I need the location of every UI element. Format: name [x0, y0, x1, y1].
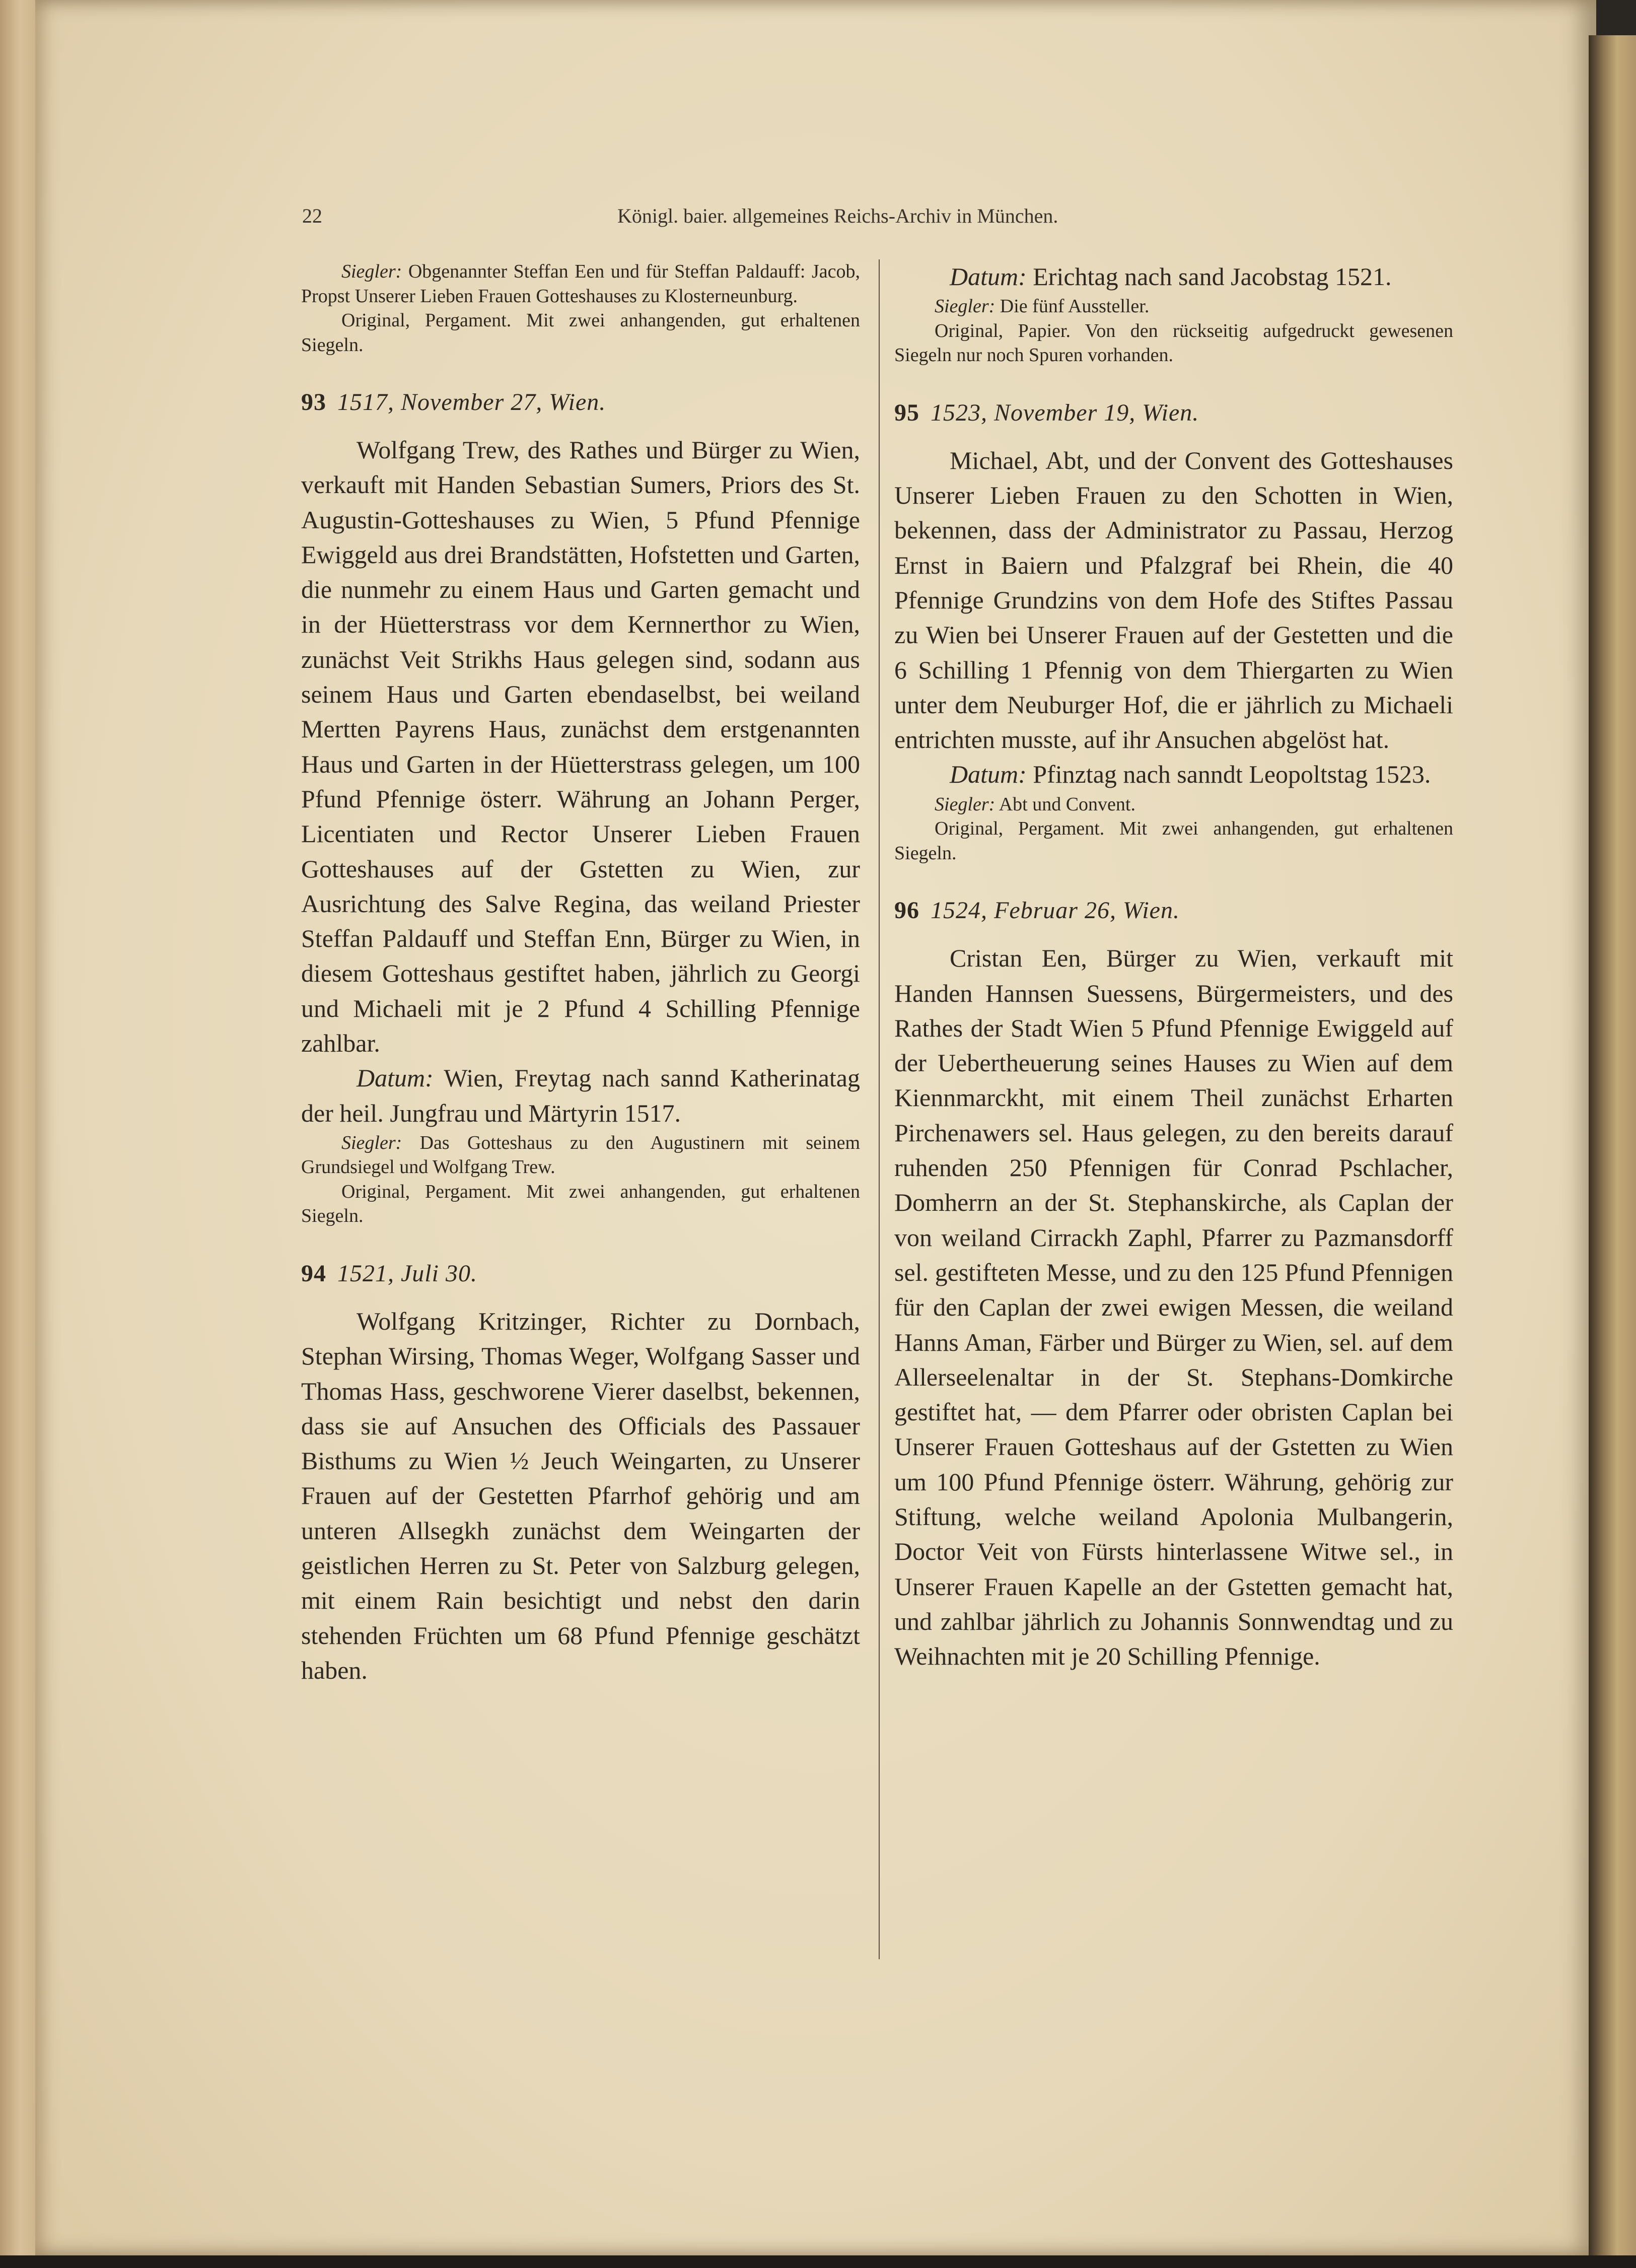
entry-93-datum: Datum: Wien, Freytag nach sannd Katherinatag der heil. Jungfrau und Märtyrin 1517. [301, 1064, 860, 1127]
entry-94-siegler: Siegler: Die fünf Aussteller. [935, 296, 1150, 317]
entry-93-heading [301, 387, 860, 418]
entry-94-datum: Datum: Erichtag nach sand Jacobstag 1521. [950, 262, 1392, 291]
right-column [894, 259, 1453, 1674]
prev-original: Original, Pergament. Mit zwei anhangenden, gut erhaltenen Siegeln. [301, 310, 860, 356]
entry-94-body: Wolfgang Kritzinger, Richter zu Dornbach, Stephan Wirsing, Thomas Weger, Wolfgang Sasser und Thomas Hass, geschworene Vierer daselbst, bekennen, dass sie auf Ansuchen des Officials des Passauer Bisthums zu Wien ½ Jeuch Weingarten, zu Unserer Frauen auf der Gestetten Pfarrhof gehörig und am unteren Allsegkh zunächst dem Weingarten der geistlichen Herren zu St. Peter von Salzburg gelegen, mit einem Rain besichtigt und nebst den darin stehenden Früchten um 68 Pfund Pfennige geschätzt haben. [301, 1307, 860, 1684]
entry-number: 96 [894, 897, 919, 924]
entry-93-original: Original, Pergament. Mit zwei anhangenden, gut erhaltenen Siegeln. [301, 1181, 860, 1227]
entry-date: 1524, Februar 26, Wien. [931, 897, 1180, 924]
entry-number: 94 [301, 1260, 326, 1287]
entry-number: 95 [894, 399, 919, 426]
entry-93-body: Wolfgang Trew, des Rathes und Bürger zu Wien, verkauft mit Handen Sebastian Sumers, Priors des St. Augustin-Gotteshauses zu Wien, 5 Pfund Pfennige Ewiggeld aus drei Brandstätten, Hofstetten und Garten, die nunmehr zu einem Haus und Garten gemacht und in der Hüetterstrass vor dem Kernnerthor zu Wien, zunächst Veit Strikhs Haus gelegen sind, sodann aus seinem Haus und Garten ebendaselbst, bei weiland Mertten Payrens Haus, zunächst dem erstgenannten Haus und Garten in der Hüetterstrass gelegen, um 100 Pfund Pfennige österr. Währung an Johann Perger, Licentiaten und Rector Unserer Lieben Frauen Gotteshauses auf der Gstetten zu Wien, zur Ausrichtung des Salve Regina, das weiland Priester Steffan Paldauff und Steffan Enn, Bürger zu Wien, in diesem Gotteshaus gestiftet haben, jährlich zu Georgi und Michaeli mit je 2 Pfund 4 Schilling Pfennige zahlbar. [301, 436, 860, 1058]
entry-95-datum: Datum: Pfinztag nach sanndt Leopoltstag 1523. [950, 760, 1431, 789]
entry-95-siegler: Siegler: Abt und Convent. [935, 793, 1135, 815]
entry-94-heading [301, 1259, 860, 1289]
entry-95-heading [894, 398, 1453, 428]
entry-96-heading [894, 896, 1453, 926]
entry-93-siegler: Siegler: Das Gotteshaus zu den Augustinern mit seinem Grundsiegel und Wolfgang Trew. [301, 1132, 860, 1178]
page-number: 22 [302, 204, 322, 227]
scan-border-bottom [0, 2255, 1636, 2268]
page-header [302, 204, 1460, 234]
entry-date: 1521, Juli 30. [337, 1260, 477, 1287]
column-divider [879, 259, 880, 1959]
entry-95-body: Michael, Abt, und der Convent des Gotteshauses Unserer Lieben Frauen zu den Schotten in Wien, bekennen, dass der Administrator zu Passau, Herzog Ernst in Baiern und Pfalzgraf bei Rhein, die 40 Pfennige Grundzins von dem Hofe des Stiftes Passau zu Wien bei Unserer Frauen auf der Gestetten und die 6 Schilling 1 Pfennig von dem Thiergarten zu Wien unter dem Neuburger Hof, die er jährlich zu Michaeli entrichten musste, auf ihr Ansuchen abgelöst hat. [894, 446, 1453, 754]
running-title: Königl. baier. allgemeines Reichs-Archiv in München. [617, 204, 1058, 227]
entry-95-original: Original, Pergament. Mit zwei anhangenden, gut erhaltenen Siegeln. [894, 818, 1453, 864]
entry-date: 1523, November 19, Wien. [931, 399, 1199, 426]
entry-number: 93 [301, 389, 326, 416]
entry-96-body: Cristan Een, Bürger zu Wien, verkauft mit Handen Hannsen Suessens, Bürgermeisters, und des Rathes der Stadt Wien 5 Pfund Pfennige Ewiggeld auf der Uebertheuerung seines Hauses zu Wien auf dem Kiennmarckht, mit einem Theil zunächst Erharten Pirchenawers sel. Haus gelegen, zu den bereits darauf ruhenden 250 Pfennigen für Conrad Pschlacher, Domherrn an der St. Stephanskirche, als Caplan der von weiland Cirrackh Zaphl, Pfarrer zu Pazmansdorff sel. gestifteten Messe, und zu den 125 Pfund Pfennigen für den Caplan der zwei ewigen Messen, die weiland Hanns Aman, Färber und Bürger zu Wien, sel. auf dem Allerseelenaltar in der St. Stephans-Domkirche gestiftet hat, — dem Pfarrer oder obristen Caplan bei Unserer Frauen Gotteshaus auf der Gstetten zu Wien um 100 Pfund Pfennige österr. Währung, gehörig zur Stiftung, welche weiland Apolonia Mulbangerin, Doctor Veit von Fürsts hinterlassene Witwe sel., in Unserer Frauen Kapelle an der Gstetten gemacht hat, und zahlbar jährlich zu Johannis Sonnwendtag und zu Weihnachten mit je 20 Schilling Pfennige. [894, 944, 1453, 1671]
prev-siegler: Siegler: Obgenannter Steffan Een und für Steffan Paldauff: Jacob, Propst Unserer Lieben Frauen Gotteshauses zu Klosterneunburg. [301, 261, 860, 307]
book-edge-right [1589, 35, 1636, 2268]
entry-date: 1517, November 27, Wien. [337, 389, 606, 416]
entry-94-original: Original, Papier. Von den rückseitig aufgedruckt gewesenen Siegeln nur noch Spuren vorhanden. [894, 320, 1453, 366]
left-column [301, 259, 860, 1688]
